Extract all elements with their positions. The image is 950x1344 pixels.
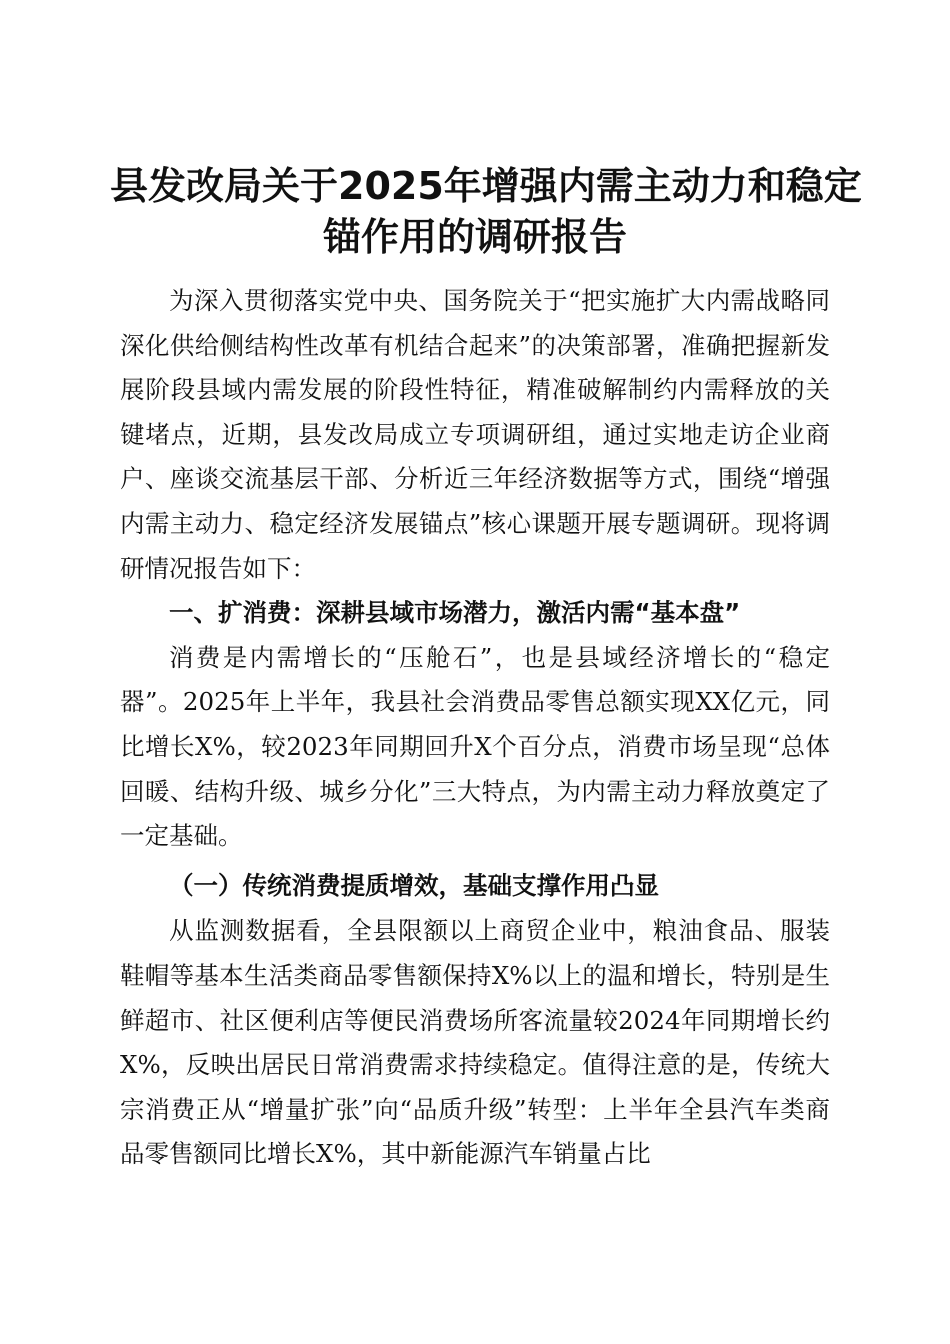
intro-paragraph: 为深入贯彻落实党中央、国务院关于“把实施扩大内需战略同深化供给侧结构性改革有机结合起来”的决策部署，准确把握新发展阶段县域内需发展的阶段性特征，精准破解制约内需释放的关键堵点，近期，县发改局成立专项调研组，通过实地走访企业商户、座谈交流基层干部、分析近三年经济数据等方式，围绕“增强内需主动力、稳定经济发展锚点”核心课题开展专题调研。现将调研情况报告如下： — [120, 286, 830, 583]
subsection-1-paragraph: 从监测数据看，全县限额以上商贸企业中，粮油食品、服装鞋帽等基本生活类商品零售额保持X%以上的温和增长，特别是生鲜超市、社区便利店等便民消费场所客流量较2024年同期增长约X%，反映出居民日常消费需求持续稳定。值得注意的是，传统大宗消费正从“增量扩张”向“品质升级”转型：上半年全县汽车类商品零售额同比增长X%，其中新能源汽车销量占比 — [120, 916, 831, 1169]
section-1-paragraph: 消费是内需增长的“压舱石”，也是县域经济增长的“稳定器”。2025年上半年，我县社会消费品零售总额实现XX亿元，同比增长X%，较2023年同期回升X个百分点，消费市场呈现“总体回暖、结构升级、城乡分化”三大特点，为内需主动力释放奠定了一定基础。 — [120, 642, 830, 851]
document-title — [110, 161, 862, 263]
title-line-2: 锚作用的调研报告 — [322, 215, 627, 260]
subsection-1-heading: （一）传统消费提质增效，基础支撑作用凸显 — [169, 870, 659, 900]
title-line-1: 县发改局关于2025年增强内需主动力和稳定 — [110, 164, 862, 209]
section-1-heading: 一、扩消费：深耕县域市场潜力，激活内需“基本盘” — [169, 598, 741, 628]
document-body — [120, 279, 830, 1177]
